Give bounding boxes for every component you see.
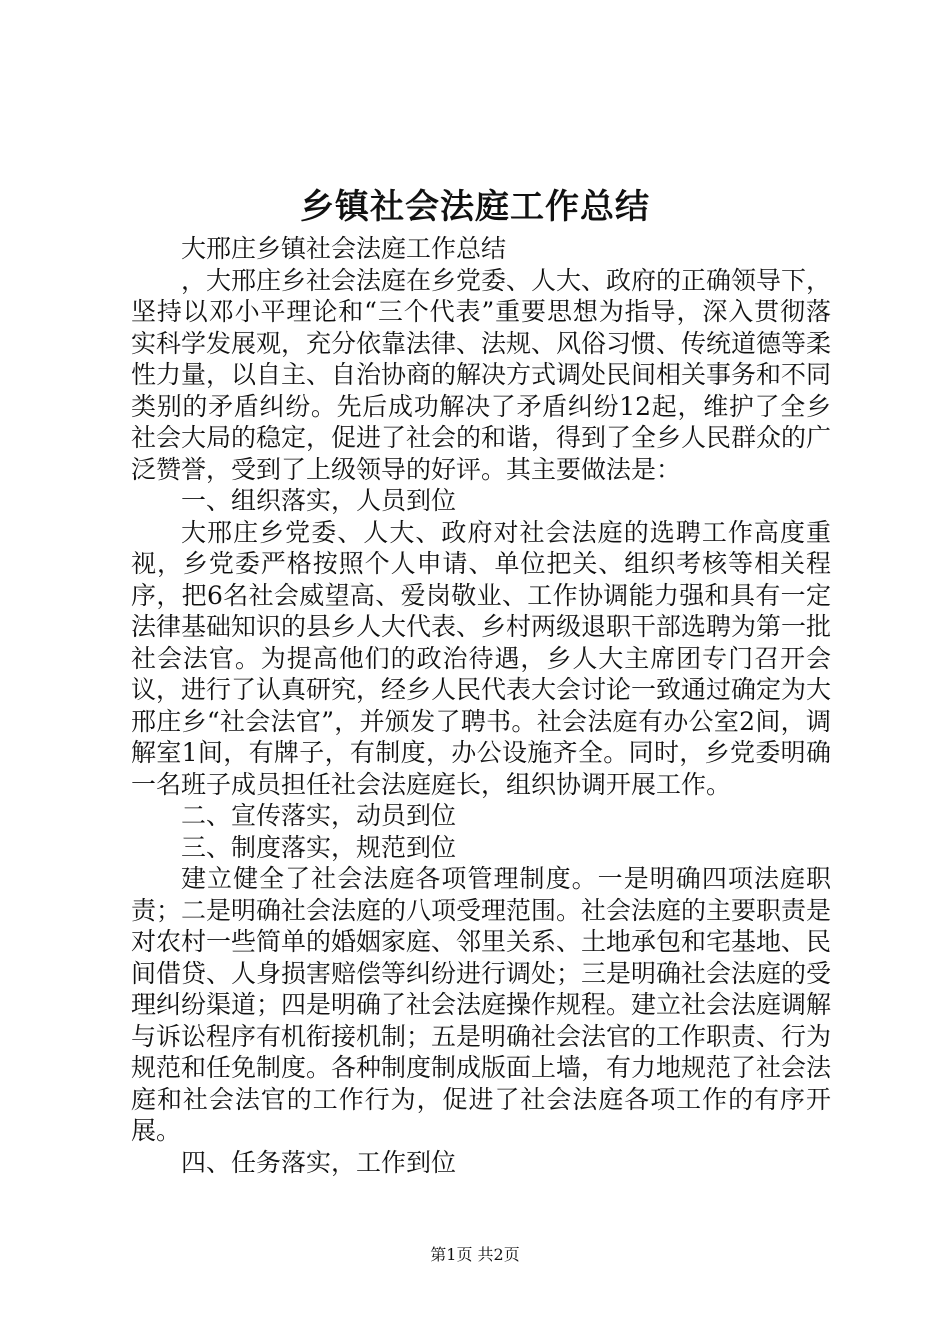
section-heading-1: 一、组织落实，人员到位 — [181, 486, 457, 515]
document-body — [131, 233, 831, 1178]
section-heading-2: 二、宣传落实，动员到位 — [181, 801, 457, 830]
paragraph-subtitle: 大邢庄乡镇社会法庭工作总结 — [181, 234, 507, 263]
section-heading-3: 三、制度落实，规范到位 — [181, 832, 457, 862]
paragraph-intro: ，大邢庄乡社会法庭在乡党委、人大、政府的正确领导下，坚持以邓小平理论和“三个代表”重要思想为指导，深入贯彻落实科学发展观，充分依靠法律、法规、风俗习惯、传统道德等柔性力量，以自主、自治协商的解决方式调处民间相关事务和不同类别的矛盾纠纷。先后成功解决了矛盾纠纷12起，维护了全乡社会大局的稳定，促进了社会的和谐，得到了全乡人民群众的广泛赞誉，受到了上级领导的好评。其主要做法是： — [131, 265, 832, 484]
section-heading-4: 四、任务落实，工作到位 — [181, 1147, 457, 1177]
paragraph-section-1: 大邢庄乡党委、人大、政府对社会法庭的选聘工作高度重视，乡党委严格按照个人申请、单位把关、组织考核等相关程序，把6名社会威望高、爱岗敬业、工作协调能力强和具有一定法律基础知识的县乡人大代表、乡村两级退职干部选聘为第一批社会法官。为提高他们的政治待遇，乡人大主席团专门召开会议，进行了认真研究，经乡人民代表大会讨论一致通过确定为大邢庄乡“社会法官”，并颁发了聘书。社会法庭有办公室2间，调解室1间，有牌子，有制度，办公设施齐全。同时，乡党委明确一名班子成员担任社会法庭庭长，组织协调开展工作。 — [131, 517, 832, 799]
page-footer: 第1页 共2页 — [430, 1245, 520, 1264]
paragraph-section-3: 建立健全了社会法庭各项管理制度。一是明确四项法庭职责；二是明确社会法庭的八项受理范围。社会法庭的主要职责是对农村一些简单的婚姻家庭、邻里关系、土地承包和宅基地、民间借贷、人身损害赔偿等纠纷进行调处；三是明确社会法庭的受理纠纷渠道；四是明确了社会法庭操作规程。建立社会法庭调解与诉讼程序有机衔接机制；五是明确社会法官的工作职责、行为规范和任免制度。各种制度制成版面上墙，有力地规范了社会法庭和社会法官的工作行为，促进了社会法庭各项工作的有序开展。 — [131, 864, 832, 1145]
document-title: 乡镇社会法庭工作总结 — [300, 187, 650, 227]
